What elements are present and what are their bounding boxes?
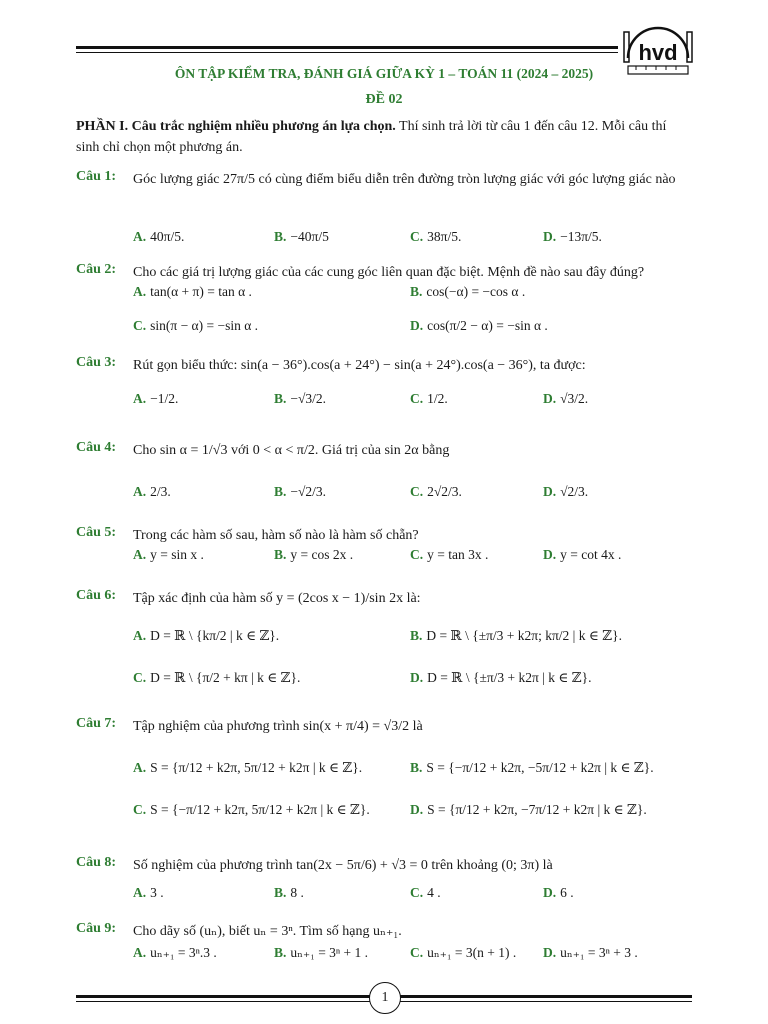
question-text: Cho các giá trị lượng giác của các cung góc liên quan đặc biệt. Mệnh đề nào sau đây đúng?: [133, 265, 645, 280]
option-a[interactable]: A. y = sin x .: [133, 547, 204, 562]
question-number: Câu 5:: [76, 525, 117, 540]
question-2: [76, 262, 696, 342]
question-text: Tập xác định của hàm số y = (2cos x − 1)/sin 2x là:: [133, 591, 421, 606]
question-text: Số nghiệm của phương trình tan(2x − 5π/6) + √3 = 0 trên khoảng (0; 3π) là: [133, 858, 553, 873]
part-instructions: Thí sinh trả lời từ câu 1 đến câu 12. Mỗi câu thí sinh chỉ chọn một phương án.: [76, 119, 667, 155]
question-number: Câu 2:: [76, 262, 117, 277]
option-a[interactable]: A. uₙ₊₁ = 3ⁿ.3 .: [133, 945, 217, 960]
page-title: ÔN TẬP KIỂM TRA, ĐÁNH GIÁ GIỮA KỲ 1 – TOÁN 11 (2024 – 2025): [174, 66, 594, 81]
option-d[interactable]: D. S = {π/12 + k2π, −7π/12 + k2π | k ∈ ℤ}.: [410, 802, 647, 817]
option-d[interactable]: D. y = cot 4x .: [543, 547, 622, 562]
question-1: [76, 169, 696, 249]
option-a[interactable]: A. S = {π/12 + k2π, 5π/12 + k2π | k ∈ ℤ}.: [133, 760, 363, 775]
question-7: [76, 716, 696, 836]
option-a[interactable]: A. −1/2.: [133, 391, 179, 406]
header-rule-thick: [76, 46, 618, 49]
question-8: [76, 855, 696, 899]
option-c[interactable]: C. y = tan 3x .: [410, 547, 489, 562]
option-a[interactable]: A. 40π/5.: [133, 229, 185, 244]
option-b[interactable]: B. y = cos 2x .: [274, 547, 354, 562]
option-b[interactable]: B. 8 .: [274, 885, 304, 900]
question-text: Cho dãy số (uₙ), biết uₙ = 3ⁿ. Tìm số hạng uₙ₊₁.: [133, 924, 402, 939]
option-b[interactable]: B. cos(−α) = −cos α .: [410, 284, 526, 299]
question-3: [76, 355, 696, 415]
question-number: Câu 8:: [76, 855, 117, 870]
question-5: [76, 525, 696, 569]
question-text: Rút gọn biểu thức: sin(a − 36°).cos(a + 24°) − sin(a + 24°).cos(a − 36°), ta được:: [133, 358, 586, 373]
question-4: [76, 440, 696, 510]
option-d[interactable]: D. √3/2.: [543, 391, 589, 406]
page-number: 1: [369, 982, 401, 1014]
question-text: Tập nghiệm của phương trình sin(x + π/4) = √3/2 là: [133, 719, 423, 734]
part-heading: PHẦN I. Câu trắc nghiệm nhiều phương án lựa chọn.: [76, 119, 396, 134]
option-d[interactable]: D. −13π/5.: [543, 229, 602, 244]
option-d[interactable]: D. cos(π/2 − α) = −sin α .: [410, 318, 548, 333]
question-9: [76, 921, 696, 965]
option-c[interactable]: C. D = ℝ \ {π/2 + kπ | k ∈ ℤ}.: [133, 670, 301, 685]
option-d[interactable]: D. uₙ₊₁ = 3ⁿ + 3 .: [543, 945, 638, 960]
header-rule-thin: [76, 52, 618, 53]
option-c[interactable]: C. 38π/5.: [410, 229, 462, 244]
option-b[interactable]: B. −40π/5: [274, 229, 329, 244]
option-b[interactable]: B. S = {−π/12 + k2π, −5π/12 + k2π | k ∈ ℤ}.: [410, 760, 654, 775]
svg-text:hvd: hvd: [638, 40, 678, 65]
option-b[interactable]: B. −√3/2.: [274, 391, 327, 406]
question-text: Cho sin α = 1/√3 với 0 < α < π/2. Giá trị của sin 2α bằng: [133, 443, 450, 458]
part-intro: [76, 116, 692, 158]
option-a[interactable]: A. 3 .: [133, 885, 164, 900]
option-d[interactable]: D. D = ℝ \ {±π/3 + k2π | k ∈ ℤ}.: [410, 670, 592, 685]
question-number: Câu 3:: [76, 355, 117, 370]
option-d[interactable]: D. 6 .: [543, 885, 574, 900]
option-a[interactable]: A. D = ℝ \ {kπ/2 | k ∈ ℤ}.: [133, 628, 280, 643]
option-c[interactable]: C. sin(π − α) = −sin α .: [133, 318, 259, 333]
option-a[interactable]: A. 2/3.: [133, 484, 171, 499]
question-number: Câu 9:: [76, 921, 117, 936]
question-text: Góc lượng giác 27π/5 có cùng điểm biểu diễn trên đường tròn lượng giác với góc lượng giác nào: [133, 172, 676, 187]
question-number: Câu 1:: [76, 169, 117, 184]
option-c[interactable]: C. uₙ₊₁ = 3(n + 1) .: [410, 945, 517, 960]
question-6: [76, 588, 696, 698]
option-c[interactable]: C. 1/2.: [410, 391, 448, 406]
option-c[interactable]: C. S = {−π/12 + k2π, 5π/12 + k2π | k ∈ ℤ}.: [133, 802, 370, 817]
option-b[interactable]: B. D = ℝ \ {±π/3 + k2π; kπ/2 | k ∈ ℤ}.: [410, 628, 622, 643]
option-a[interactable]: A. tan(α + π) = tan α .: [133, 284, 252, 299]
option-c[interactable]: C. 4 .: [410, 885, 441, 900]
option-d[interactable]: D. √2/3.: [543, 484, 589, 499]
exam-code: ĐỀ 02: [365, 92, 403, 107]
question-number: Câu 6:: [76, 588, 117, 603]
question-number: Câu 4:: [76, 440, 117, 455]
question-number: Câu 7:: [76, 716, 117, 731]
option-b[interactable]: B. uₙ₊₁ = 3ⁿ + 1 .: [274, 945, 369, 960]
option-b[interactable]: B. −√2/3.: [274, 484, 327, 499]
option-c[interactable]: C. 2√2/3.: [410, 484, 462, 499]
question-text: Trong các hàm số sau, hàm số nào là hàm số chẵn?: [133, 528, 419, 543]
